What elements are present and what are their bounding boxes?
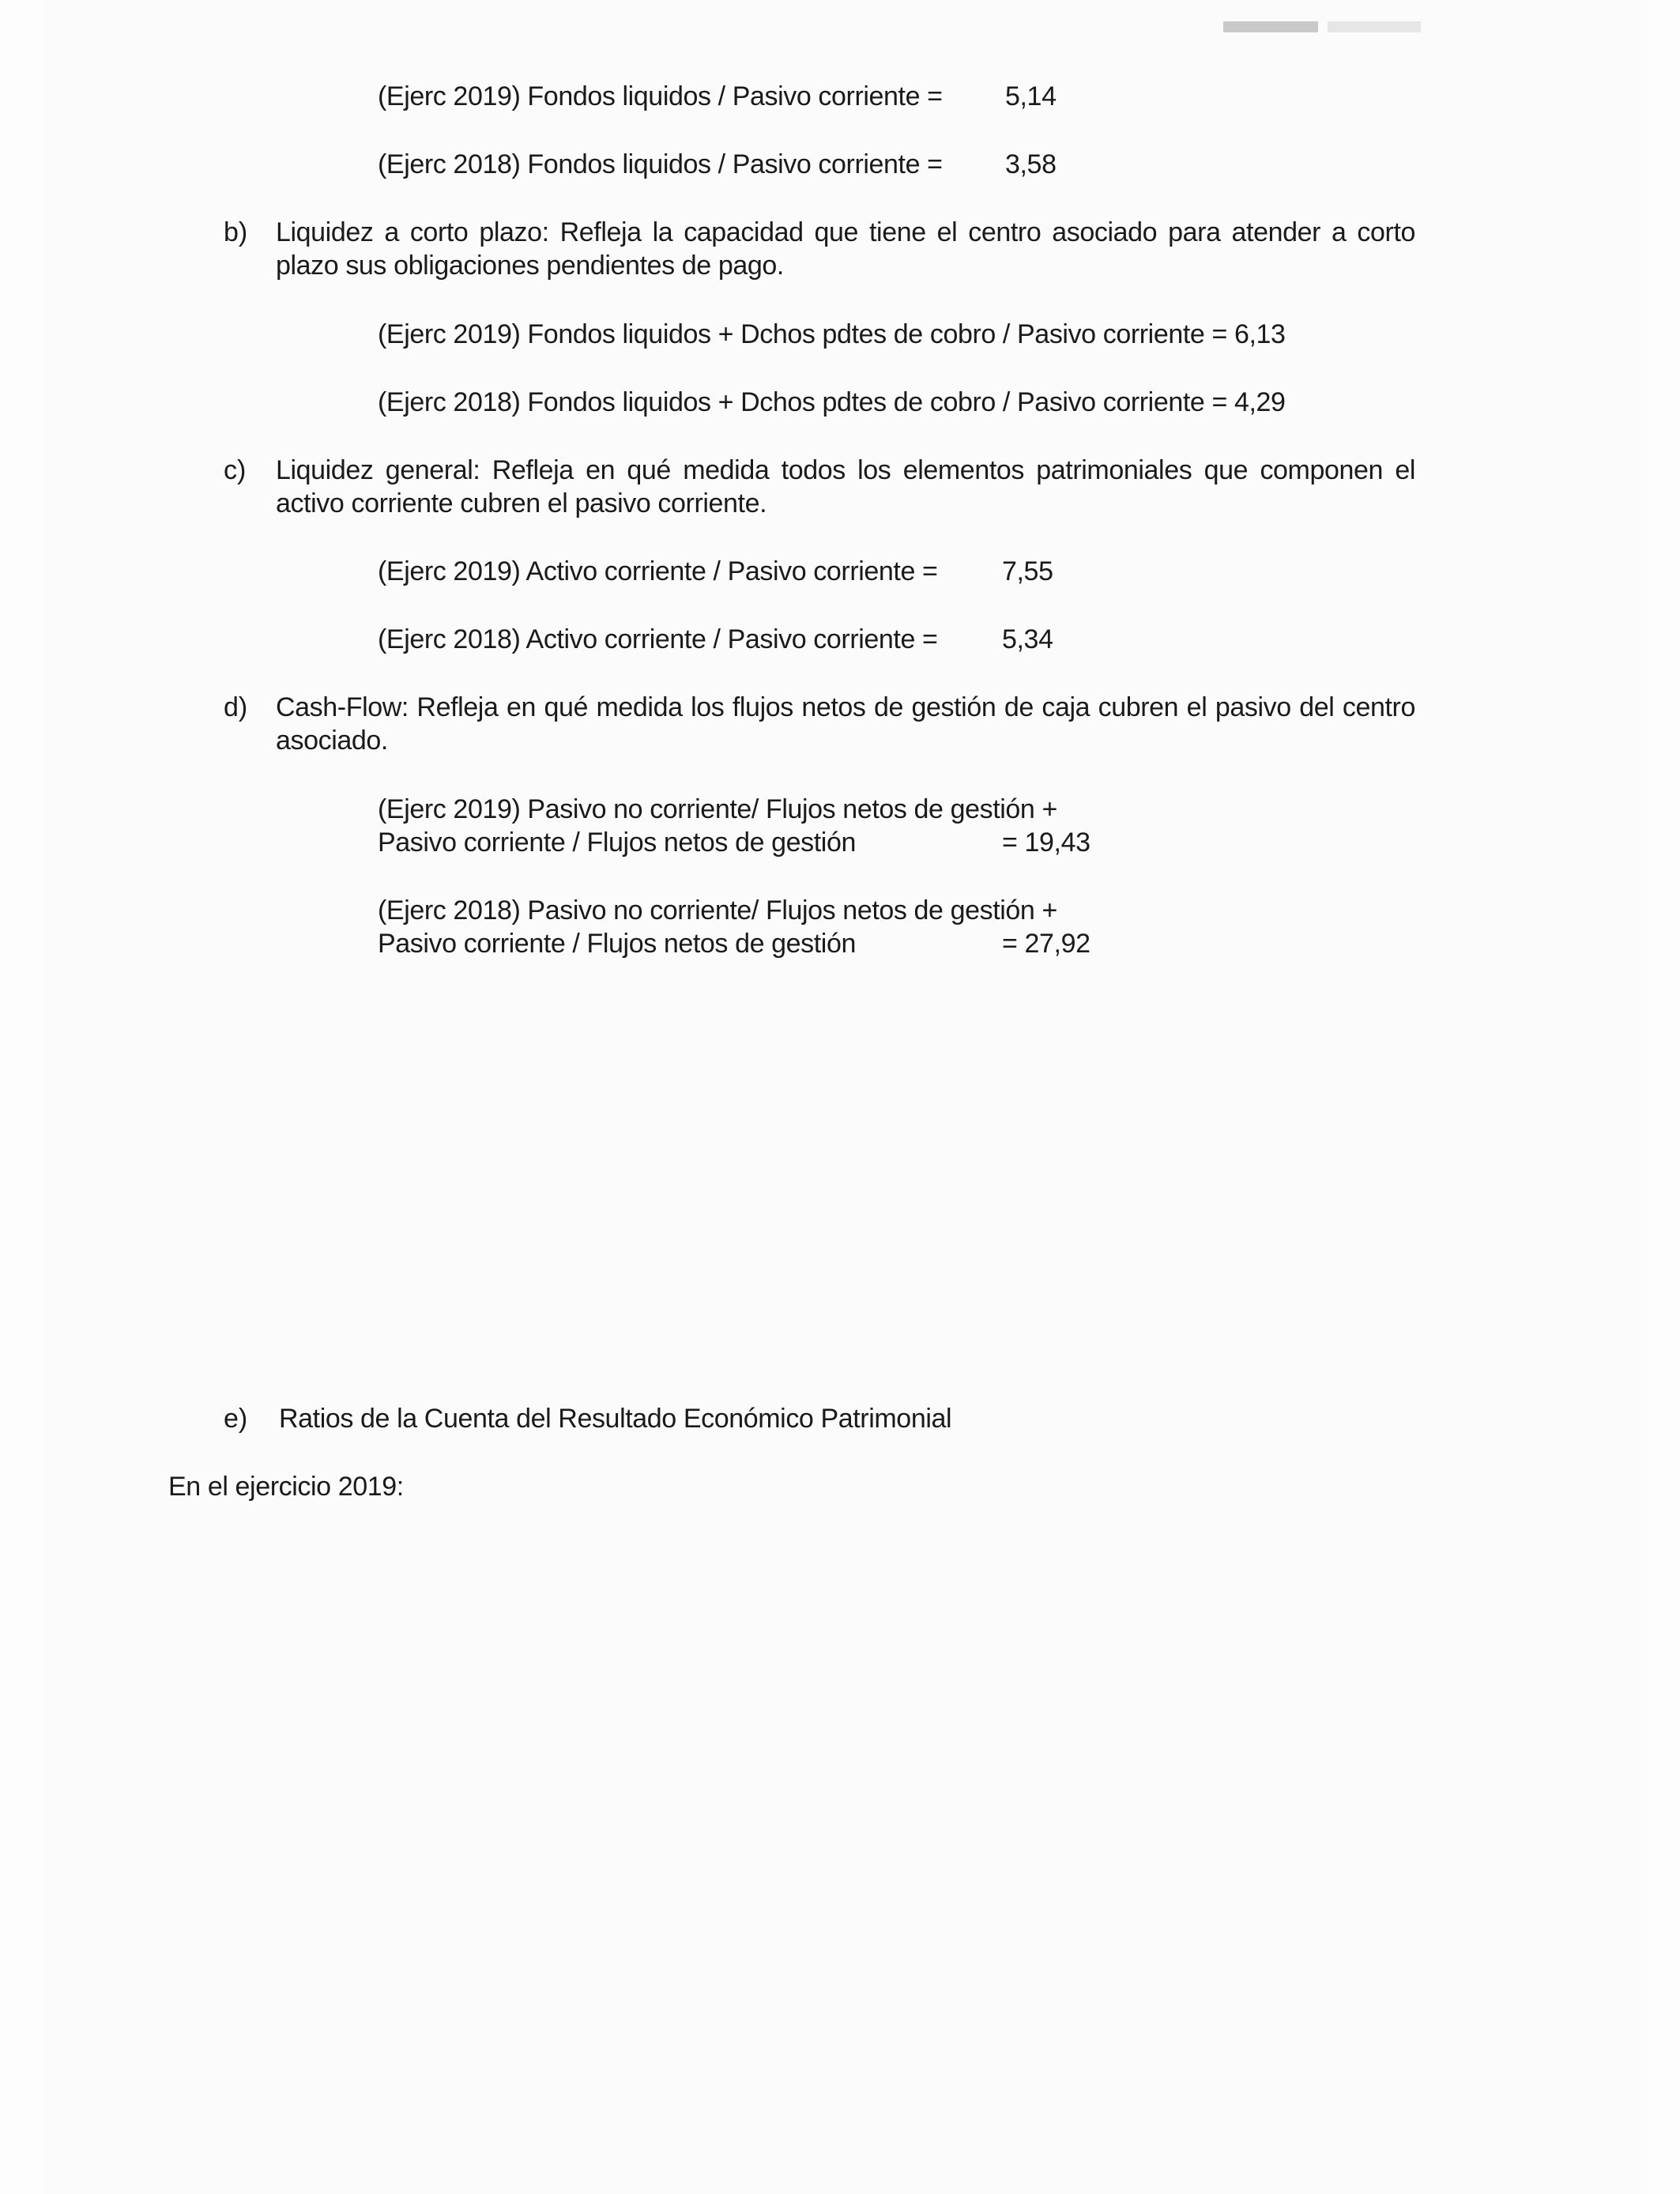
section-d-marker: d)	[224, 692, 248, 722]
exercise-intro-line: En el ejercicio 2019:	[168, 1472, 404, 1502]
section-c-marker: c)	[224, 455, 247, 485]
header-redaction-mark-light	[1328, 21, 1421, 32]
ratio-a-2019-value: 5,14	[1005, 81, 1057, 111]
section-e-marker: e)	[224, 1404, 248, 1434]
ratio-d-2019-line2: Pasivo corriente / Flujos netos de gestión	[378, 827, 856, 858]
ratio-a-2018-label: (Ejerc 2018) Fondos liquidos / Pasivo corriente =	[378, 149, 943, 179]
ratio-a-2018-value: 3,58	[1005, 149, 1057, 179]
ratio-b-2019: (Ejerc 2019) Fondos liquidos + Dchos pdtes de cobro / Pasivo corriente = 6,13	[378, 319, 1286, 349]
section-b-description: Liquidez a corto plazo: Refleja la capacidad que tiene el centro asociado para atender a corto plazo sus obligaciones pendientes de pago.	[276, 217, 1415, 281]
ratio-d-2019-value: = 19,43	[1002, 827, 1090, 858]
section-c-description: Liquidez general: Refleja en qué medida todos los elementos patrimoniales que componen el activo corriente cubren el pasivo corriente.	[276, 455, 1415, 518]
header-redaction-mark	[1223, 21, 1318, 32]
ratio-b-2018: (Ejerc 2018) Fondos liquidos + Dchos pdtes de cobro / Pasivo corriente = 4,29	[378, 387, 1286, 417]
section-b-marker: b)	[224, 217, 248, 247]
ratio-d-2018-line1: (Ejerc 2018) Pasivo no corriente/ Flujos netos de gestión +	[378, 895, 1057, 925]
ratio-a-2019-label: (Ejerc 2019) Fondos liquidos / Pasivo corriente =	[378, 81, 943, 111]
ratio-c-2018-label: (Ejerc 2018) Activo corriente / Pasivo corriente =	[378, 624, 938, 654]
section-e-heading: Ratios de la Cuenta del Resultado Económico Patrimonial	[279, 1404, 952, 1434]
ratio-d-2019-line1: (Ejerc 2019) Pasivo no corriente/ Flujos netos de gestión +	[378, 794, 1057, 824]
ratio-d-2018-value: = 27,92	[1002, 929, 1090, 959]
ratio-d-2018-line2: Pasivo corriente / Flujos netos de gestión	[378, 929, 856, 959]
ratio-c-2019-label: (Ejerc 2019) Activo corriente / Pasivo corriente =	[378, 556, 938, 586]
section-d-description: Cash-Flow: Refleja en qué medida los flujos netos de gestión de caja cubren el pasivo del centro asociado.	[276, 692, 1415, 756]
ratio-c-2019-value: 7,55	[1002, 556, 1053, 586]
ratio-c-2018-value: 5,34	[1002, 624, 1053, 654]
